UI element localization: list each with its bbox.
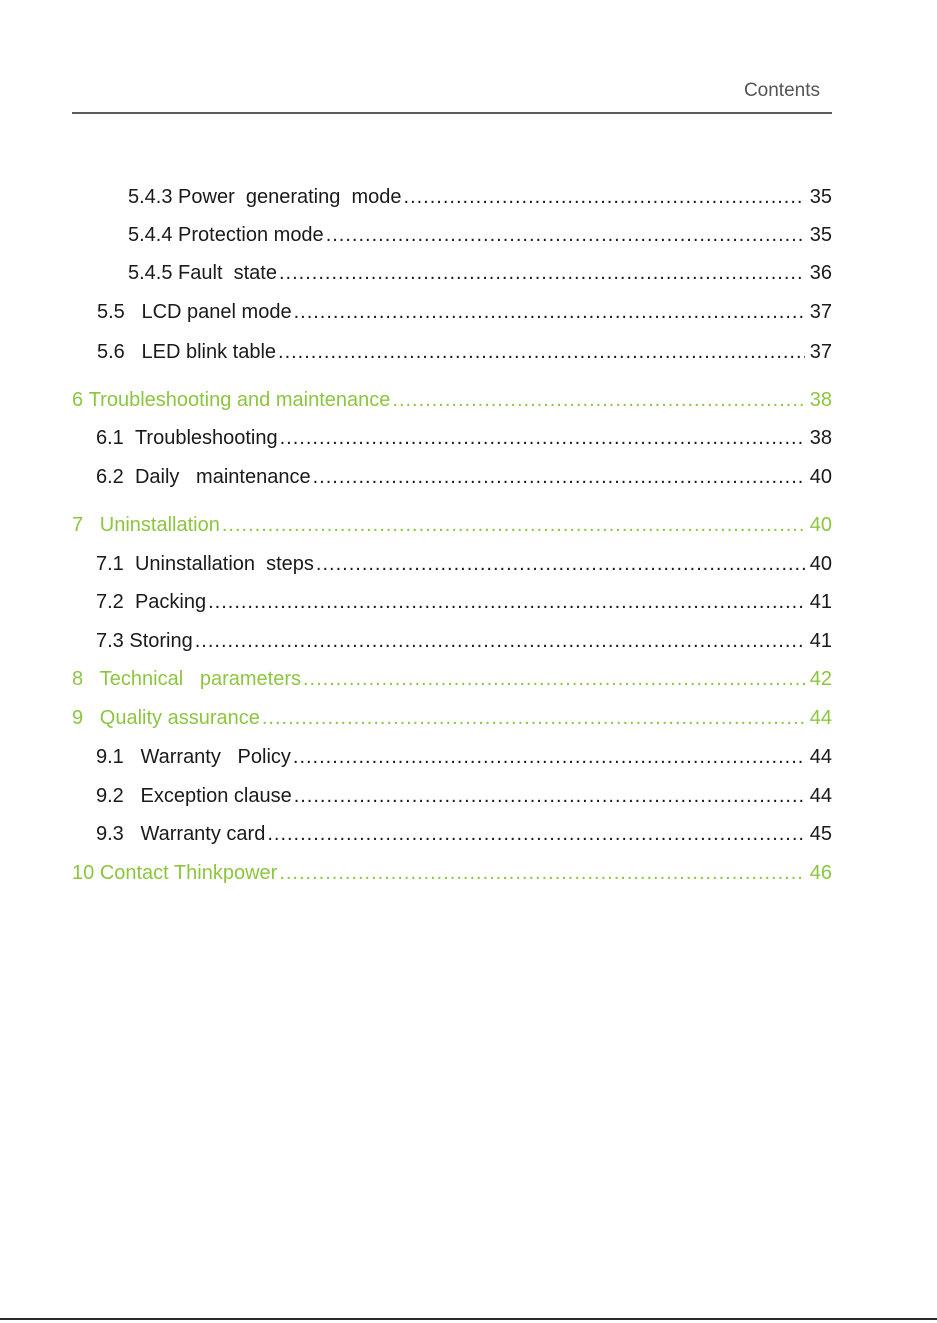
toc-entry-title: Warranty card [140, 823, 266, 845]
toc-entry-title: Technical parameters [99, 668, 301, 690]
toc-entry-title: Storing [129, 630, 193, 652]
toc-leader-dots [279, 859, 805, 887]
toc-entry-title: Troubleshooting and maintenance [88, 389, 391, 411]
toc-chapter-entry[interactable] [72, 386, 832, 414]
toc-entry-page: 41 [809, 630, 832, 652]
toc-leader-dots [262, 704, 805, 732]
toc-chapter-entry[interactable] [72, 511, 832, 539]
toc-entry-page: 42 [809, 668, 832, 690]
toc-entry-number: 7.1 [96, 553, 124, 575]
toc-entry-title: Contact Thinkpower [99, 862, 278, 884]
toc-chapter-entry[interactable] [72, 704, 832, 732]
toc-entry-number: 7 [72, 514, 84, 536]
toc-entry-number: 6.1 [96, 427, 124, 449]
toc-entry[interactable] [96, 588, 832, 616]
toc-entry-page: 40 [809, 553, 832, 575]
toc-entry-number: 5.6 [97, 341, 125, 363]
toc-entry-page: 44 [809, 785, 832, 807]
toc-chapter-entry[interactable] [72, 859, 832, 887]
toc-entry-page: 40 [809, 466, 832, 488]
toc-entry[interactable] [128, 221, 832, 249]
toc-entry-number: 5.5 [97, 301, 125, 323]
toc-entry-number: 9.1 [96, 746, 124, 768]
toc-entry-title: Daily maintenance [134, 466, 311, 488]
toc-entry[interactable] [97, 338, 832, 366]
toc-entry[interactable] [96, 627, 832, 655]
toc-entry[interactable] [97, 298, 832, 326]
toc-entry[interactable] [96, 820, 832, 848]
toc-entry-title: Fault state [178, 262, 277, 284]
toc-entry[interactable] [96, 550, 832, 578]
toc-entry-page: 36 [809, 262, 832, 284]
toc-entry-title: Power generating mode [178, 186, 402, 208]
toc-leader-dots [303, 665, 805, 693]
toc-leader-dots [404, 183, 805, 211]
toc-entry[interactable] [128, 259, 832, 287]
toc-entry[interactable] [128, 183, 832, 211]
toc-entry-number: 10 [72, 862, 95, 884]
toc-leader-dots [279, 259, 805, 287]
toc-leader-dots [267, 820, 805, 848]
toc-chapter-entry[interactable] [72, 665, 832, 693]
toc-leader-dots [278, 338, 805, 366]
toc-entry-number: 6.2 [96, 466, 124, 488]
toc-leader-dots [316, 550, 805, 578]
toc-leader-dots [208, 588, 805, 616]
toc-entry-title: LED blink table [141, 341, 277, 363]
header-title: Contents [743, 80, 820, 101]
toc-entry-title: Quality assurance [99, 707, 260, 729]
toc-entry-page: 44 [809, 746, 832, 768]
toc-entry-title: Exception clause [140, 785, 292, 807]
toc-entry[interactable] [96, 424, 832, 452]
toc-entry-page: 46 [809, 862, 832, 884]
toc-entry-page: 41 [809, 591, 832, 613]
toc-entry-number: 9.3 [96, 823, 124, 845]
toc-entry-title: Warranty Policy [140, 746, 291, 768]
toc-entry-page: 37 [809, 301, 832, 323]
toc-entry-title: Uninstallation [99, 514, 220, 536]
toc-entry-number: 7.3 [96, 630, 124, 652]
toc-entry-page: 35 [809, 186, 832, 208]
toc-leader-dots [280, 424, 805, 452]
toc-entry-page: 38 [809, 389, 832, 411]
toc-entry-number: 5.4.3 [128, 186, 173, 208]
toc-entry-title: Packing [134, 591, 207, 613]
toc-entry-title: Protection mode [178, 224, 324, 246]
toc-entry-page: 37 [809, 341, 832, 363]
toc-leader-dots [326, 221, 805, 249]
page-bottom-border [0, 1318, 937, 1320]
toc-entry[interactable] [96, 743, 832, 771]
toc-entry-number: 9.2 [96, 785, 124, 807]
toc-entry-number: 5.4.5 [128, 262, 173, 284]
toc-leader-dots [392, 386, 805, 414]
toc-entry-number: 6 [72, 389, 84, 411]
toc-entry-number: 9 [72, 707, 84, 729]
toc-entry-page: 45 [809, 823, 832, 845]
toc-leader-dots [294, 298, 805, 326]
toc-entry-title: LCD panel mode [141, 301, 292, 323]
toc-leader-dots [293, 743, 805, 771]
toc-entry[interactable] [96, 782, 832, 810]
toc-leader-dots [195, 627, 805, 655]
toc-leader-dots [294, 782, 805, 810]
toc-leader-dots [222, 511, 805, 539]
toc-entry[interactable] [96, 463, 832, 491]
toc-entry-page: 35 [809, 224, 832, 246]
toc-entry-number: 5.4.4 [128, 224, 173, 246]
toc-entry-number: 8 [72, 668, 84, 690]
toc-entry-page: 40 [809, 514, 832, 536]
toc-leader-dots [313, 463, 805, 491]
toc-entry-title: Uninstallation steps [134, 553, 314, 575]
toc-entry-page: 38 [809, 427, 832, 449]
toc-entry-title: Troubleshooting [134, 427, 278, 449]
toc-entry-number: 7.2 [96, 591, 124, 613]
toc-entry-page: 44 [809, 707, 832, 729]
